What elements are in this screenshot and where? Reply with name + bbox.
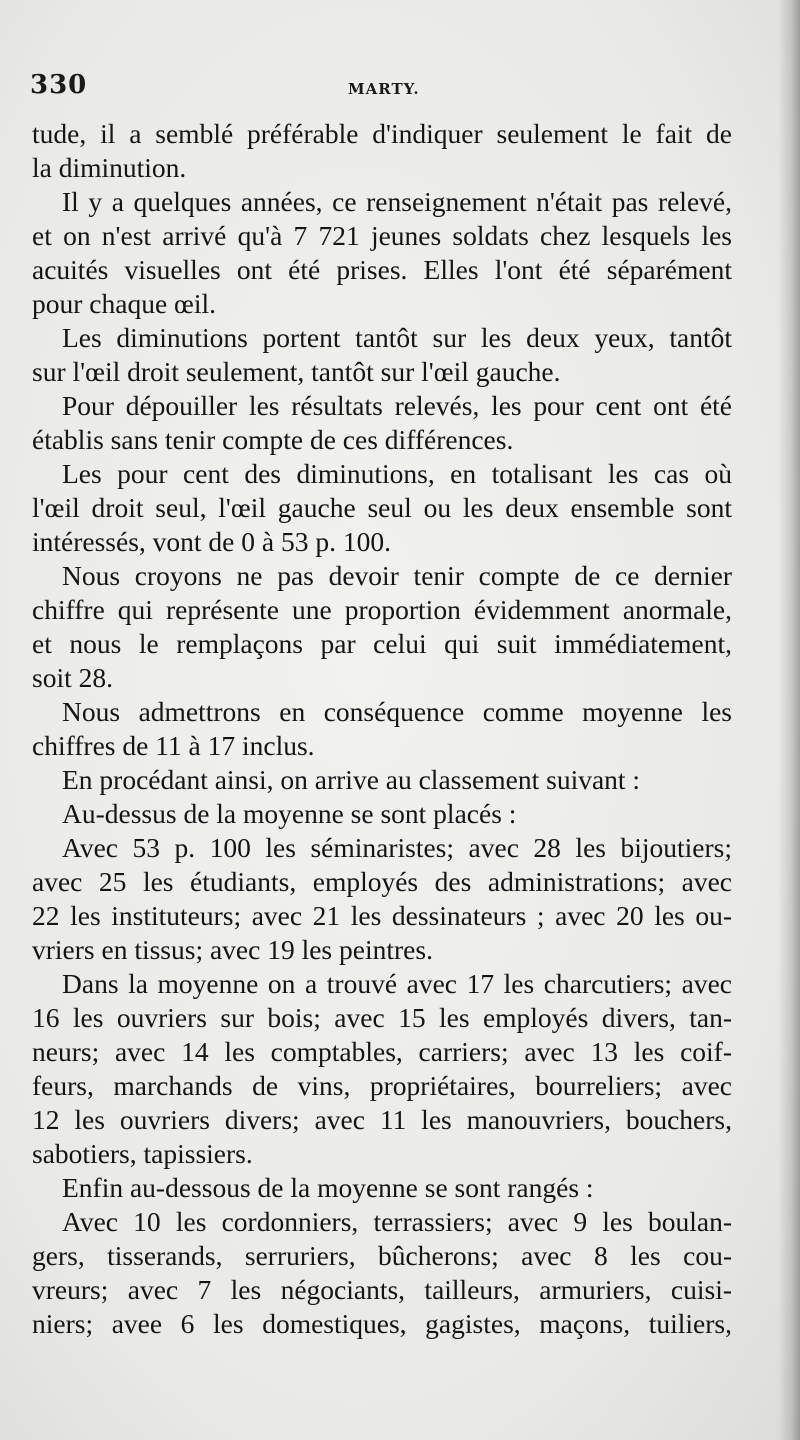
text-line: neurs; avec 14 les comptables, carriers; avec 13 les coif-	[32, 1036, 732, 1067]
text-line: établis sans tenir compte de ces différences.	[32, 424, 514, 455]
text-line: acuités visuelles ont été prises. Elles l'ont été séparément	[32, 254, 732, 285]
page-header	[30, 70, 750, 110]
text-line: et nous le remplaçons par celui qui suit immédiatement,	[32, 628, 732, 659]
text-line: Enfin au-dessous de la moyenne se sont rangés :	[62, 1172, 594, 1203]
text-line: Nous croyons ne pas devoir tenir compte de ce dernier	[62, 560, 732, 591]
text-line: chiffre qui représente une proportion évidemment anormale,	[32, 594, 732, 625]
text-line: Nous admettrons en conséquence comme moyenne les	[62, 696, 732, 727]
text-line: feurs, marchands de vins, propriétaires, bourreliers; avec	[32, 1070, 732, 1101]
text-line: 12 les ouvriers divers; avec 11 les manouvriers, bouchers,	[32, 1104, 732, 1135]
page-gutter-shadow	[778, 0, 800, 1440]
text-line: 22 les instituteurs; avec 21 les dessinateurs ; avec 20 les ou-	[32, 900, 732, 931]
text-line: pour chaque œil.	[32, 288, 217, 319]
text-line: vreurs; avec 7 les négociants, tailleurs, armuriers, cuisi-	[32, 1274, 732, 1305]
text-line: 16 les ouvriers sur bois; avec 15 les employés divers, tan-	[32, 1002, 732, 1033]
text-line: l'œil droit seul, l'œil gauche seul ou les deux ensemble sont	[32, 492, 732, 523]
text-line: la diminution.	[32, 152, 187, 183]
text-line: Il y a quelques années, ce renseignement n'était pas relevé,	[62, 186, 732, 217]
text-line: sabotiers, tapissiers.	[32, 1138, 253, 1169]
text-line: sur l'œil droit seulement, tantôt sur l'œil gauche.	[32, 356, 561, 387]
text-line: gers, tisserands, serruriers, bûcherons; avec 8 les cou-	[32, 1240, 732, 1271]
text-line: niers; avee 6 les domestiques, gagistes, maçons, tuiliers,	[32, 1308, 732, 1339]
text-line: Dans la moyenne on a trouvé avec 17 les charcutiers; avec	[62, 968, 732, 999]
running-head: MARTY.	[348, 80, 420, 98]
text-line: Les diminutions portent tantôt sur les deux yeux, tantôt	[62, 322, 732, 353]
text-line: avec 25 les étudiants, employés des administrations; avec	[32, 866, 732, 897]
page-number: 330	[30, 70, 88, 100]
text-line: Pour dépouiller les résultats relevés, les pour cent ont été	[62, 390, 732, 421]
text-line: intéressés, vont de 0 à 53 p. 100.	[32, 526, 391, 557]
text-line: et on n'est arrivé qu'à 7 721 jeunes soldats chez lesquels les	[32, 220, 732, 251]
text-line: soit 28.	[32, 662, 113, 693]
text-line: chiffres de 11 à 17 inclus.	[32, 730, 315, 761]
text-line: Au-dessus de la moyenne se sont placés :	[62, 798, 517, 829]
text-line: vriers en tissus; avec 19 les peintres.	[32, 934, 433, 965]
text-line: En procédant ainsi, on arrive au classement suivant :	[62, 764, 641, 795]
text-line: Les pour cent des diminutions, en totalisant les cas où	[62, 458, 732, 489]
text-line: tude, il a semblé préférable d'indiquer seulement le fait de	[32, 118, 732, 149]
text-line: Avec 53 p. 100 les séminaristes; avec 28 les bijoutiers;	[62, 832, 732, 863]
text-line: Avec 10 les cordonniers, terrassiers; avec 9 les boulan-	[62, 1206, 732, 1237]
